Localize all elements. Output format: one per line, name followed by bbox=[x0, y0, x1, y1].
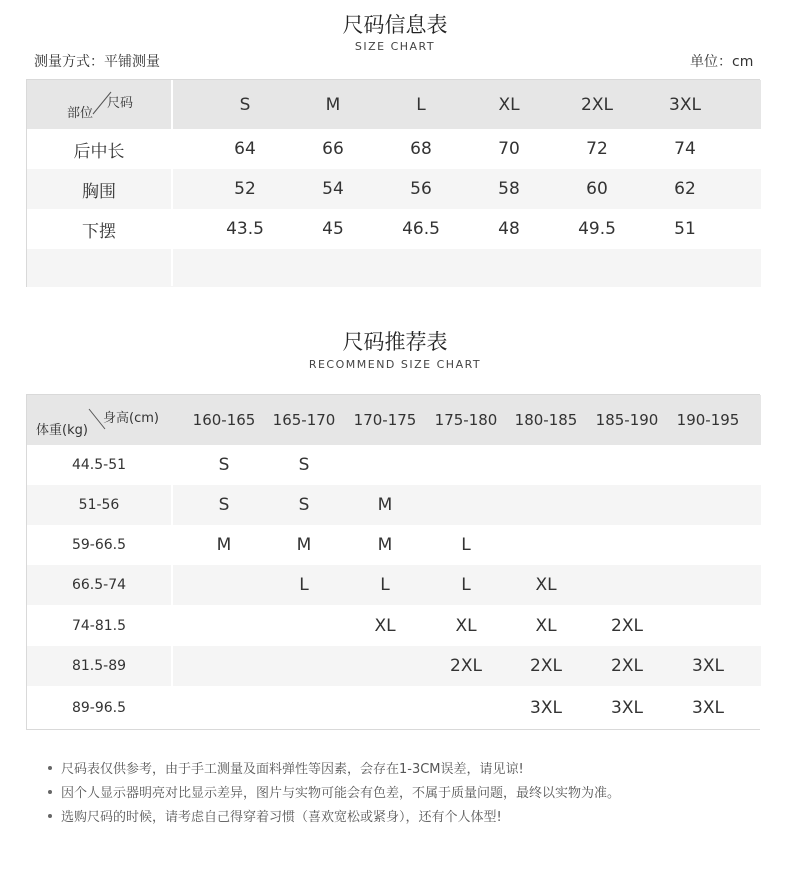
height-col-header: 170-175 bbox=[353, 411, 417, 429]
height-header-row bbox=[27, 395, 761, 445]
notes-list bbox=[48, 758, 620, 830]
table-cell bbox=[668, 605, 748, 646]
column-divider bbox=[171, 80, 173, 286]
size-col-header: XL bbox=[498, 94, 520, 115]
empty-row bbox=[27, 249, 761, 287]
column-divider bbox=[171, 445, 173, 729]
table-cell bbox=[345, 445, 425, 485]
table-cell bbox=[264, 605, 344, 646]
table-cell: L bbox=[380, 575, 390, 595]
table-cell: 51 bbox=[674, 219, 696, 239]
table-row bbox=[27, 646, 761, 686]
table-cell bbox=[668, 565, 748, 605]
size-chart-table bbox=[26, 79, 760, 287]
note-text: 尺码表仅供参考，由于手工测量及面料弹性等因素，会存在1-3CM误差，请见谅! bbox=[61, 762, 524, 777]
weight-label: 59-66.5 bbox=[71, 537, 127, 553]
table-cell: 62 bbox=[674, 179, 696, 199]
table-cell: XL bbox=[455, 615, 477, 636]
weight-label: 74-81.5 bbox=[71, 617, 127, 634]
table-cell bbox=[668, 445, 748, 485]
height-col-header: 175-180 bbox=[434, 411, 498, 429]
weight-label: 81.5-89 bbox=[71, 658, 127, 674]
table-cell: 43.5 bbox=[226, 219, 264, 239]
table-cell: 64 bbox=[234, 139, 256, 159]
table-cell: S bbox=[298, 495, 310, 515]
table-cell: 2XL bbox=[611, 615, 643, 636]
table-cell: M bbox=[296, 535, 312, 555]
size-col-header: M bbox=[325, 94, 341, 115]
row-label: 下摆 bbox=[82, 221, 116, 242]
size-chart-subtitle: SIZE CHART bbox=[354, 40, 436, 53]
table-cell bbox=[587, 565, 667, 605]
note-text: 因个人显示器明亮对比显示差异，图片与实物可能会有色差，不属于质量问题，最终以实物为准。 bbox=[61, 786, 621, 801]
table-row bbox=[27, 686, 761, 729]
table-cell bbox=[264, 646, 344, 686]
table-cell bbox=[506, 485, 586, 525]
table-cell: 48 bbox=[498, 219, 520, 239]
table-cell: 3XL bbox=[692, 697, 724, 718]
table-cell: 2XL bbox=[611, 656, 643, 676]
table-row bbox=[27, 525, 761, 565]
height-col-header: 165-170 bbox=[272, 411, 336, 429]
list-item bbox=[48, 806, 620, 830]
table-cell bbox=[345, 686, 425, 729]
height-col-header: 190-195 bbox=[676, 411, 740, 429]
table-row bbox=[27, 485, 761, 525]
recommend-chart-title: 尺码推荐表 bbox=[342, 330, 448, 354]
table-cell bbox=[345, 646, 425, 686]
table-cell bbox=[184, 646, 264, 686]
table-cell bbox=[426, 445, 506, 485]
table-cell: L bbox=[461, 535, 471, 555]
unit-label: 单位：cm bbox=[690, 54, 754, 70]
table-cell: M bbox=[377, 535, 393, 555]
note-text: 选购尺码的时候，请考虑自己得穿着习惯（喜欢宽松或紧身），还有个人体型! bbox=[61, 810, 502, 825]
table-cell: M bbox=[216, 535, 232, 555]
size-header-row bbox=[27, 80, 761, 129]
table-cell: XL bbox=[535, 615, 557, 636]
table-cell: 56 bbox=[410, 179, 432, 199]
row-label: 后中长 bbox=[73, 141, 125, 162]
table-cell bbox=[668, 525, 748, 565]
table-cell: 52 bbox=[234, 179, 256, 199]
table-cell bbox=[184, 686, 264, 729]
table-cell: 58 bbox=[498, 179, 520, 199]
table-cell: 46.5 bbox=[402, 219, 440, 239]
measure-method: 测量方式：平铺测量 bbox=[34, 54, 160, 70]
table-cell: 3XL bbox=[692, 656, 724, 676]
size-col-header: 2XL bbox=[581, 94, 613, 115]
table-cell bbox=[587, 485, 667, 525]
table-row bbox=[27, 209, 761, 249]
table-cell: M bbox=[377, 495, 393, 515]
table-cell bbox=[184, 605, 264, 646]
table-cell bbox=[264, 686, 344, 729]
table-cell bbox=[587, 445, 667, 485]
bullet-icon bbox=[48, 814, 52, 818]
table-cell: 68 bbox=[410, 139, 432, 159]
recommend-table bbox=[26, 394, 760, 730]
table-cell: L bbox=[299, 575, 309, 595]
table-row bbox=[27, 445, 761, 485]
table-row bbox=[27, 129, 761, 169]
weight-label: 51-56 bbox=[78, 497, 120, 513]
list-item bbox=[48, 758, 620, 782]
table-cell: 2XL bbox=[450, 656, 482, 676]
height-col-header: 185-190 bbox=[595, 411, 659, 429]
table-cell: 60 bbox=[586, 179, 608, 199]
list-item bbox=[48, 782, 620, 806]
table-cell: S bbox=[218, 455, 230, 475]
row-label: 胸围 bbox=[82, 181, 116, 202]
corner-part-label: 部位 bbox=[67, 106, 94, 121]
table-cell: 3XL bbox=[611, 697, 643, 718]
size-col-header: L bbox=[416, 94, 426, 115]
table-cell: 2XL bbox=[530, 656, 562, 676]
height-col-header: 160-165 bbox=[192, 411, 256, 429]
size-col-header: 3XL bbox=[669, 94, 701, 115]
table-cell bbox=[506, 445, 586, 485]
corner-height-label: 身高(cm) bbox=[103, 411, 159, 426]
table-cell: 3XL bbox=[530, 697, 562, 718]
table-cell: 72 bbox=[586, 139, 608, 159]
table-cell: XL bbox=[535, 575, 557, 595]
table-cell: XL bbox=[374, 615, 396, 636]
recommend-chart-subtitle: RECOMMEND SIZE CHART bbox=[308, 358, 482, 371]
table-cell: 49.5 bbox=[578, 219, 616, 239]
bullet-icon bbox=[48, 790, 52, 794]
table-cell: 54 bbox=[322, 179, 344, 199]
table-cell: 66 bbox=[322, 139, 344, 159]
table-cell bbox=[426, 485, 506, 525]
height-col-header: 180-185 bbox=[514, 411, 578, 429]
table-cell bbox=[668, 485, 748, 525]
table-cell: 74 bbox=[674, 139, 696, 159]
weight-label: 66.5-74 bbox=[71, 577, 127, 593]
size-col-header: S bbox=[239, 94, 251, 115]
table-cell bbox=[506, 525, 586, 565]
table-cell: S bbox=[298, 455, 310, 475]
table-row bbox=[27, 605, 761, 646]
weight-label: 44.5-51 bbox=[71, 457, 127, 473]
corner-size-label: 尺码 bbox=[107, 96, 134, 111]
corner-weight-label: 体重(kg) bbox=[36, 423, 88, 438]
table-cell: S bbox=[218, 495, 230, 515]
table-cell: L bbox=[461, 575, 471, 595]
corner-diagonal bbox=[27, 80, 173, 129]
table-cell bbox=[184, 565, 264, 605]
table-row bbox=[27, 565, 761, 605]
table-cell bbox=[426, 686, 506, 729]
table-cell: 70 bbox=[498, 139, 520, 159]
table-cell bbox=[587, 525, 667, 565]
table-cell: 45 bbox=[322, 219, 344, 239]
bullet-icon bbox=[48, 766, 52, 770]
weight-label: 89-96.5 bbox=[71, 699, 127, 716]
size-chart-title: 尺码信息表 bbox=[342, 13, 448, 37]
table-row bbox=[27, 169, 761, 209]
